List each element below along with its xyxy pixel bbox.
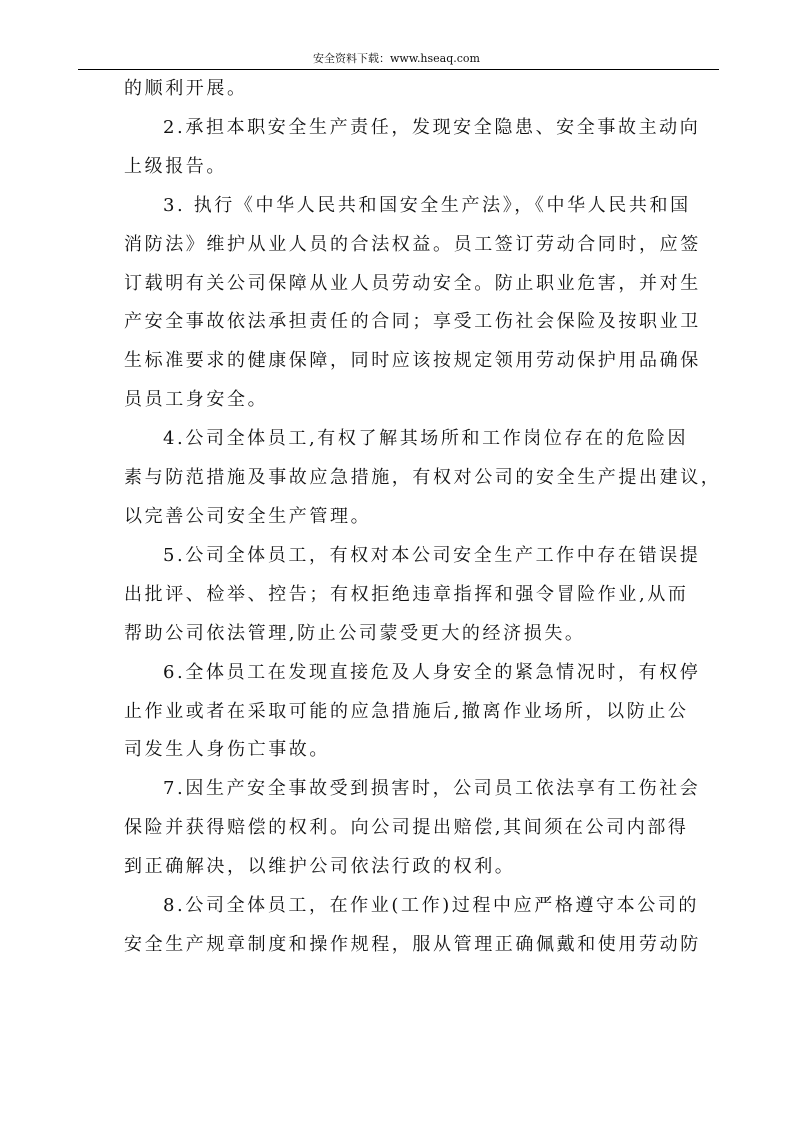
document-body [124,70,724,965]
header-text: 安全资料下载：www.hseaq.com [313,52,480,65]
text-line: 消防法》维护从业人员的合法权益。员工签订劳动合同时，应签 [124,233,701,255]
paragraph-item-4 [124,420,724,537]
paragraph-item-7 [124,770,724,887]
text-line: 4.公司全体员工,有权了解其场所和工作岗位存在的危险因 [163,428,689,450]
text-line: 6.全体员工在发现直接危及人身安全的紧急情况时，有权停 [163,661,701,683]
text-line: 5.公司全体员工，有权对本公司安全生产工作中存在错误提 [163,544,701,566]
text-line: 2.承担本职安全生产责任，发现安全隐患、安全事故主动向 [163,116,701,138]
paragraph-item-5 [124,537,724,654]
paragraph-item-6 [124,654,724,771]
text-line: 员员工身安全。 [124,389,269,411]
text-line: 订载明有关公司保障从业人员劳动安全。防止职业危害，并对生 [124,272,701,294]
text-line: 帮助公司依法管理,防止公司蒙受更大的经济损失。 [124,622,586,644]
text-line: 素与防范措施及事故应急措施，有权对公司的安全生产提出建议， [124,467,722,489]
text-line: 止作业或者在采取可能的应急措施后,撤离作业场所，以防止公 [124,700,689,722]
text-line: 上级报告。 [124,155,227,177]
text-line: 7.因生产安全事故受到损害时，公司员工依法享有工伤社会 [163,778,701,800]
text-line: 司发生人身伤亡事故。 [124,739,330,761]
text-line: 到正确解决，以维护公司依法行政的权利。 [124,856,516,878]
page-header [0,52,793,66]
text-line: 生标准要求的健康保障，同时应该按规定领用劳动保护用品确保 [124,350,701,372]
text-line: 以完善公司安全生产管理。 [124,505,372,527]
text-line: 安全生产规章制度和操作规程，服从管理正确佩戴和使用劳动防 [124,933,701,955]
paragraph-item-3 [124,187,724,420]
text-line: 保险并获得赔偿的权利。向公司提出赔偿,其间须在公司内部得 [124,817,689,839]
text-line: 8.公司全体员工，在作业(工作)过程中应严格遵守本公司的 [163,895,700,917]
paragraph-item-8 [124,887,724,965]
paragraph-continuation [124,70,724,109]
paragraph-item-2 [124,109,724,187]
text-line: 出批评、检举、控告；有权拒绝违章指挥和强令冒险作业,从而 [124,583,689,605]
text-line: 3. 执行《中华人民共和国安全生产法》，《中华人民共和国 [163,194,691,216]
text-line: 产安全事故依法承担责任的合同；享受工伤社会保险及按职业卫 [124,311,701,333]
text-line: 的顺利开展。 [124,78,248,99]
